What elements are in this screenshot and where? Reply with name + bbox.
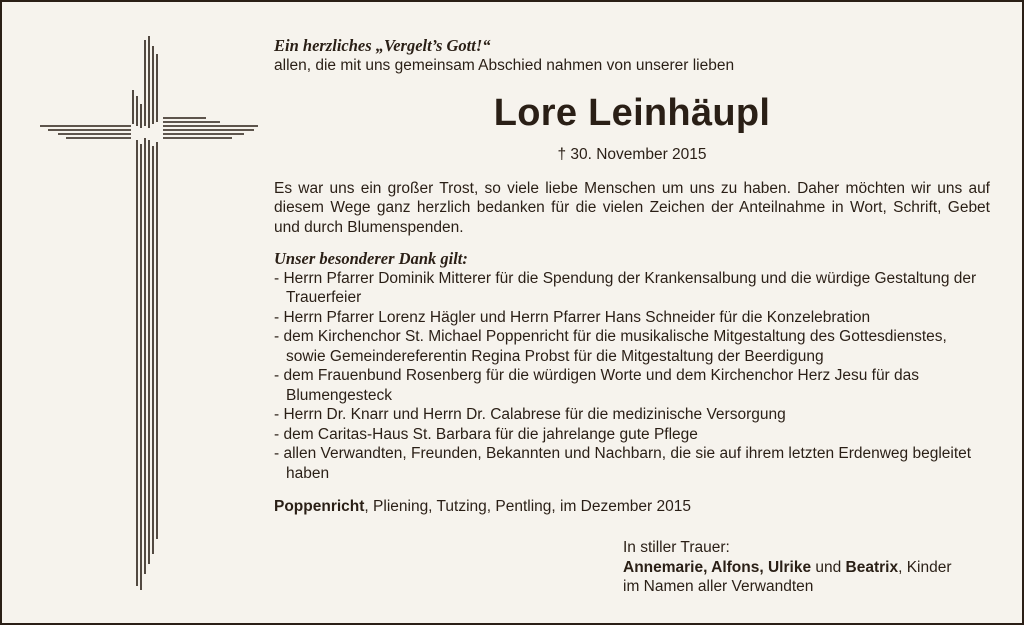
death-date: † 30. November 2015: [557, 146, 707, 163]
signature-name-group: Annemarie, Alfons, Ulrike: [623, 558, 812, 576]
signature-suffix: , Kinder: [898, 558, 952, 576]
thanks-list: [274, 269, 990, 484]
list-item: - dem Caritas-Haus St. Barbara für die jahrelange gute Pflege: [274, 425, 698, 443]
cross-icon: [36, 34, 262, 594]
list-item: - allen Verwandten, Freunden, Bekannten und Nachbarn, die sie auf ihrem letzten Erdenweg begleitet haben: [274, 445, 972, 482]
list-item: - dem Frauenbund Rosenberg für die würdigen Worte und dem Kirchenchor Herz Jesu für das Blumengesteck: [274, 367, 920, 404]
signature-names: [623, 558, 1003, 578]
thanks-paragraph: Es war uns ein großer Trost, so viele liebe Menschen um uns zu haben. Daher möchten wir uns auf diesem Wege ganz herzlich bedanken für die vielen Zeichen der Anteilnahme in Wort, Schrift, Gebet und durch Blumenspenden.: [274, 179, 990, 236]
thanks-heading: Unser besonderer Dank gilt:: [274, 249, 468, 268]
list-item: - Herrn Pfarrer Dominik Mitterer für die Spendung der Krankensalbung und die würdige Gestaltung der Trauerfeier: [274, 269, 977, 306]
main-text: [274, 36, 990, 517]
signature-connector: und: [811, 558, 846, 576]
place-rest: , Pliening, Tutzing, Pentling, im Dezember 2015: [364, 498, 691, 515]
signature-block: [623, 538, 1003, 597]
signature-name-last: Beatrix: [845, 558, 899, 576]
place-main: Poppenricht: [274, 498, 365, 515]
gratitude-title: Ein herzliches „Vergelt’s Gott!“: [274, 36, 491, 55]
deceased-name: Lore Leinhäupl: [493, 92, 771, 134]
signature-intro: In stiller Trauer:: [623, 539, 730, 556]
list-item: - dem Kirchenchor St. Michael Poppenricht für die musikalische Mitgestaltung des Gottesdienstes, sowie Gemeindereferentin Regina Probst für die Mitgestaltung der Beerdigung: [274, 328, 947, 365]
intro-line: allen, die mit uns gemeinsam Abschied nahmen von unserer lieben: [274, 56, 735, 74]
signature-relatives: im Namen aller Verwandten: [623, 578, 814, 595]
list-item: - Herrn Pfarrer Lorenz Hägler und Herrn Pfarrer Hans Schneider für die Konzelebration: [274, 308, 871, 326]
place-date-line: [274, 497, 990, 517]
list-item: - Herrn Dr. Knarr und Herrn Dr. Calabrese für die medizinische Versorgung: [274, 406, 786, 423]
